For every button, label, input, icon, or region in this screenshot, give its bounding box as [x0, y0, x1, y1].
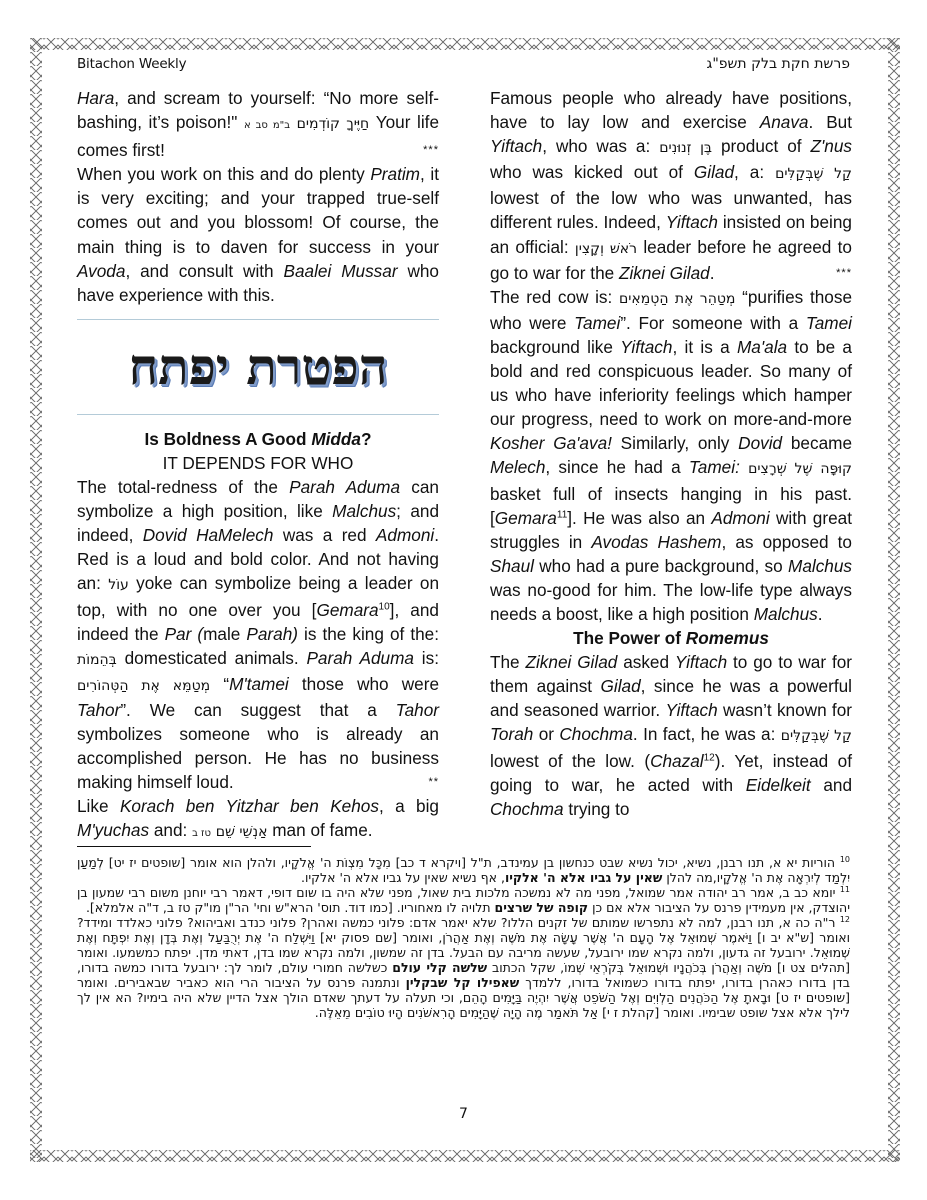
text-run: those who were	[288, 673, 440, 694]
text-run: yoke can symbolize being a leader on top, with no one over you [	[77, 573, 440, 620]
text-run: , since he had a	[545, 457, 689, 478]
article-subheadline: IT DEPENDS FOR WHO	[162, 452, 354, 473]
text-run: background like	[490, 336, 621, 357]
paragraph	[490, 285, 852, 626]
italic-term: Parah Aduma	[289, 477, 401, 498]
divider-rule	[77, 319, 439, 320]
italic-term: Avodas Hashem	[591, 531, 722, 552]
text-run: to go to war for them against	[490, 652, 852, 697]
footnotes-section	[77, 846, 850, 1020]
text-run: שאין על גביו אלא ה' אלקיו	[504, 870, 663, 885]
paragraph	[77, 86, 439, 162]
text-run: כשלשה חמורי עולם, לומר לך: ירובעל בדורו כמשה בדורו, בדן בדורו כאהרן בדורו, יפתח בדורו כשמואל בדורו, ללמדך	[77, 960, 850, 990]
italic-term: M'tamei	[229, 673, 289, 694]
text-run: Is Boldness A Good	[144, 428, 312, 449]
text-run: The	[490, 652, 526, 673]
text-run: insisted on being an official:	[490, 212, 852, 257]
text-run: Famous people who already have positions, have to lay low and exercise	[490, 88, 852, 133]
paragraph	[490, 650, 852, 821]
hebrew-term: מְטַמֵּא אֶת הַטְּהוֹרִים	[77, 677, 211, 694]
italic-term: Yiftach	[674, 652, 728, 673]
text-run: הוריות יא א, תנו רבנן, נשיא, יכול נשיא שבט כנחשון בן עמינדב, ת"ל [ויקרא ד כב] מִכָּל מִצְוֹת ה' אֱלֹקָיו, ולהלן הוא אומר [שופטים יז יט] לְמַעַן יִלְמַד לְיִרְאָה אֶת ה' אֱלֹקָיו,מה להלן	[77, 855, 850, 885]
text-run: When you work on this and do plenty	[77, 164, 371, 185]
border-top	[30, 38, 900, 50]
text-run: or	[533, 724, 560, 745]
italic-term: Dovid	[738, 433, 783, 454]
italic-term: Tamei	[574, 312, 621, 333]
paragraph	[77, 794, 439, 846]
text-run: ר"ה כה א, תנו רבנן, למה לא נתפרשו שמותם של זקנים הללו? שלא יאמר אדם: פלוני כמשה ואהרן? פלוני כנדב ואביהוא? פלוני כאלדד ומידד? ואומר [ש"א יב ו] וַיֹּאמֶר שְׁמוּאֵל אֶל הָעָם ה' אֲשֶׁר עָשָׂה אֶת מֹשֶׁה וְאֶת אַהֲרֹן, ואומר [שם פסוק יא] וַיִּשְׁלַח ה' אֶת יְרֻבַּעַל וְאֶת בְּדָן וְאֶת יִפְתָּח וְאֶת שְׁמוּאֵל. ירובעל זה גדעון, ולמה נקרא שמו ירובעל, שעשה מריבה עם הבעל. בדן זה שמשון, ולמה נקרא שמו בדן, דאתי מדן. יפתח כמשמעו. ואומר [תהלים צט ו] מֹשֶׁה וְאַהֲרֹן בְּכֹהֲנָיו וּשְׁמוּאֵל בְּקֹרְאֵי שְׁמוֹ, שקל הכתוב	[77, 915, 850, 975]
italic-term: Shaul	[490, 555, 534, 576]
text-run: 12	[839, 914, 850, 924]
hebrew-term: עוֹל	[108, 577, 129, 594]
text-run: leader before he agreed to go to war for the	[490, 236, 852, 283]
article-headline	[77, 427, 439, 451]
hebrew-term: מְטַהֵר אֶת הַטְמֵאִים	[618, 290, 736, 307]
italic-term: Tamei:	[688, 457, 740, 478]
text-run: , it is very exciting; and your trapped true-self comes out and you blossom! Of course, the main thing is to daven for success in your	[77, 164, 439, 257]
text-run: The red cow is:	[490, 286, 619, 307]
italic-term: Yiftach	[665, 700, 718, 721]
italic-term: Ziknei Gilad	[618, 262, 710, 283]
article-headline	[490, 626, 852, 650]
italic-term: Chochma	[490, 798, 564, 819]
hebrew-term: חַיֶּיךָ קוֹדְמִים	[296, 116, 370, 133]
right-column	[490, 86, 852, 821]
text-run: The total-redness of the	[77, 477, 290, 498]
italic-term: Hara	[77, 88, 115, 108]
italic-term: Par (	[164, 623, 204, 644]
footnote-separator	[77, 846, 311, 847]
italic-term: Z'nus	[810, 136, 853, 157]
text-run: was a red	[273, 525, 376, 546]
text-run: 11	[839, 884, 850, 894]
footnote-11	[77, 885, 850, 915]
hebrew-term: טז ב	[192, 828, 211, 840]
text-run: , who was a:	[542, 136, 660, 157]
text-run	[740, 457, 748, 477]
text-run: , a:	[734, 162, 776, 183]
hebrew-term: ב"מ סב א	[243, 120, 291, 132]
italic-term: Torah	[490, 724, 534, 745]
italic-term: Melech	[490, 457, 546, 478]
italic-term: Pratim	[370, 164, 421, 185]
footnote-ref[interactable]: 12	[703, 751, 715, 763]
text-run: קופה של שרצים	[494, 900, 589, 915]
text-run: . Red is a loud and bold color. And not having an:	[77, 525, 439, 594]
text-run: , since he was a powerful and seasoned warrior.	[490, 676, 852, 721]
text-run: ונתמנה פרנס על הציבור הרי הוא כאביר שבאבירים. ואומר [שופטים יז ט] וּבָאתָ אֶל הַכֹּהֲנִים הַלְוִיִּם וְאֶל הַשֹּׁפֵט אֲשֶׁר יִהְיֶה בַּיָּמִים הָהֵם, וכי תעלה על דעתך שאדם הולך אצל הדיין שלא היה בימיו? הא אין לך לילך אלא אצל שופט שבימיו. ואומר [קהלת ז י] אַל תֹּאמַר מֶה הָיָה שֶׁהַיָּמִים הָרִאשֹׁנִים הָיוּ טוֹבִים מֵאֵלֶּה.	[77, 975, 850, 1020]
italic-term: Chochma	[559, 724, 633, 745]
text-run: , אף נשיא שאין על גביו אלא ה' אלקיו.	[300, 870, 505, 885]
divider-rule	[77, 414, 439, 415]
text-run: תלויה לו מאחוריו. [כמו דוד. תוס' הרא"ש וחי' הר"ן מו"ק טז ב, ד"ה אלמלא].	[85, 900, 495, 915]
text-run: The Power of	[573, 628, 686, 649]
italic-term: Chazal	[650, 750, 704, 771]
hebrew-term: קַל שֶׁבְּקַלִּים	[775, 166, 852, 183]
italic-term: Ma'ala	[736, 336, 788, 357]
text-run: .	[709, 262, 715, 283]
border-left	[30, 38, 42, 1162]
text-run: man of fame.	[267, 820, 373, 841]
italic-term: Kosher Ga'ava!	[490, 433, 612, 454]
italic-term: Tahor	[395, 699, 439, 720]
italic-term: Malchus	[788, 555, 852, 576]
paragraph	[490, 86, 852, 285]
text-run: ], and indeed the	[77, 599, 439, 644]
text-run: Your life comes first!	[77, 112, 440, 161]
text-run: asked	[617, 652, 675, 673]
text-run: ”. For someone with a	[620, 312, 806, 333]
text-run: domesticated animals.	[116, 647, 307, 668]
text-run: symbolizes someone who is already an accomplished person. He has no business making himself loud.	[77, 723, 439, 793]
left-column	[77, 86, 439, 846]
italic-term: Yiftach	[665, 212, 718, 233]
page-number: 7	[459, 1106, 468, 1122]
text-run: basket full of insects hanging in his past. [	[490, 483, 852, 528]
text-run: , and scream to yourself: “No more self-bashing, it’s poison!"	[77, 88, 439, 133]
italic-term: Gemara	[316, 599, 379, 620]
footnote-12	[77, 915, 850, 1020]
footnote-ref[interactable]: 10	[378, 600, 390, 612]
text-run: with great struggles in	[490, 507, 852, 552]
text-run: , as opposed to	[721, 531, 852, 552]
footnote-ref[interactable]: 11	[556, 508, 568, 520]
text-run: שלשה קלי עולם	[392, 960, 488, 975]
text-run: trying to	[563, 798, 630, 819]
text-run: wasn’t known for	[717, 700, 852, 721]
text-run: ). Yet, instead of going to war, he acted with	[490, 750, 852, 795]
italic-term: Malchus	[753, 603, 818, 624]
italic-term: Gilad	[600, 676, 641, 697]
text-run: male	[203, 623, 247, 644]
text-run: is the king of the:	[297, 623, 440, 644]
text-run: .	[817, 603, 823, 624]
text-run: ”. We can suggest that a	[120, 699, 396, 720]
text-run: ]. He was also an	[567, 507, 712, 528]
hebrew-term: קוּפָּה שֶׁל שְׁרָצִים	[748, 461, 852, 478]
italic-term: Parah)	[246, 623, 298, 644]
text-run: can symbolize a high position, like	[77, 477, 439, 522]
hebrew-term: קַל שֶׁבְּקַלִּים	[780, 728, 852, 745]
text-run: , a big	[378, 796, 439, 817]
italic-term: Yiftach	[490, 136, 543, 157]
text-run: is:	[413, 647, 439, 668]
italic-term: Avoda	[77, 260, 126, 281]
page-header	[77, 56, 850, 78]
section-break-stars: ***	[423, 144, 439, 157]
hebrew-term: רֹאשׁ וְקָצִין	[574, 240, 638, 257]
text-run: , it is a	[672, 336, 737, 357]
section-break-stars: **	[428, 776, 439, 789]
text-run: “purifies those who were	[490, 286, 852, 333]
publication-name: Bitachon Weekly	[77, 56, 187, 72]
text-run: and	[810, 774, 853, 795]
text-run: became	[782, 433, 853, 454]
text-run: Similarly, only	[611, 433, 739, 454]
section-title: הפטרת יפתח	[128, 336, 388, 396]
italic-term: Korach ben Yitzhar ben Kehos	[119, 796, 379, 817]
parsha-name: פרשת חקת בלק תשפ"ג	[706, 56, 850, 72]
italic-term: Parah Aduma	[306, 647, 414, 668]
italic-term: Admoni	[375, 525, 435, 546]
text-run: was no-good for him. The low-life type always needs a boost, like a high position	[490, 579, 852, 624]
border-bottom	[30, 1150, 900, 1162]
hebrew-term: בְּהֵמוֹת	[77, 651, 117, 668]
text-run: 10	[839, 854, 850, 864]
italic-term: Yiftach	[620, 336, 673, 357]
italic-term: Tahor	[77, 699, 121, 720]
paragraph	[77, 475, 439, 794]
italic-term: Admoni	[711, 507, 770, 528]
italic-term: Romemus	[685, 628, 769, 649]
border-right	[888, 38, 900, 1162]
text-run: שאפילו קל שבקלין	[405, 975, 520, 990]
italic-term: Dovid HaMelech	[142, 525, 274, 546]
text-run: . In fact, he was a:	[632, 724, 781, 745]
text-run: “	[210, 673, 230, 694]
italic-term: Malchus	[332, 501, 397, 522]
hebrew-term: בֶּן זְנוּנִים	[659, 140, 713, 157]
text-run: lowest of the low who was unwanted, has different rules. Indeed,	[490, 188, 852, 233]
italic-term: Baalei Mussar	[283, 260, 398, 281]
text-run: and:	[149, 820, 193, 841]
footnote-10	[77, 855, 850, 885]
italic-term: M'yuchas	[77, 820, 150, 841]
text-run: product of	[712, 136, 811, 157]
text-run: . But	[808, 112, 852, 133]
italic-term: Ziknei Gilad	[525, 652, 618, 673]
text-run: Like	[77, 796, 120, 817]
italic-term: Gemara	[494, 507, 557, 528]
text-run: ; and indeed,	[77, 501, 440, 546]
text-run: who was kicked out of	[490, 162, 694, 183]
italic-term: Midda	[311, 428, 361, 449]
text-run: who have experience with this.	[77, 260, 439, 305]
text-run: יומא כב ב, אמר רב יהודה אמר שמואל, מפני מה לא נמשכה מלכות בית שאול, מפני שלא היה בו שום דופי, דאמר רבי יוחנן משום רבי שמעון בן יהוצדק, אין מעמידין פרנס על הציבור אלא אם כן	[77, 885, 850, 915]
hebrew-term: אַנְשֵׁי שֵׁם	[215, 824, 268, 841]
text-run: who had a pure background, so	[533, 555, 788, 576]
text-run: , and consult with	[125, 260, 284, 281]
italic-term: Anava	[759, 112, 809, 133]
section-break-stars: ***	[836, 266, 852, 279]
text-run: to be a bold and red conspicuous leader. So many of us who have inferiority feelings which hamper our progress, need to work on more-and-more	[490, 336, 852, 430]
italic-term: Eidelkeit	[745, 774, 811, 795]
italic-term: Tamei	[805, 312, 852, 333]
text-run: lowest of the low. (	[490, 750, 651, 771]
text-run: ?	[360, 428, 372, 449]
paragraph	[77, 162, 439, 307]
italic-term: Gilad	[693, 162, 735, 183]
